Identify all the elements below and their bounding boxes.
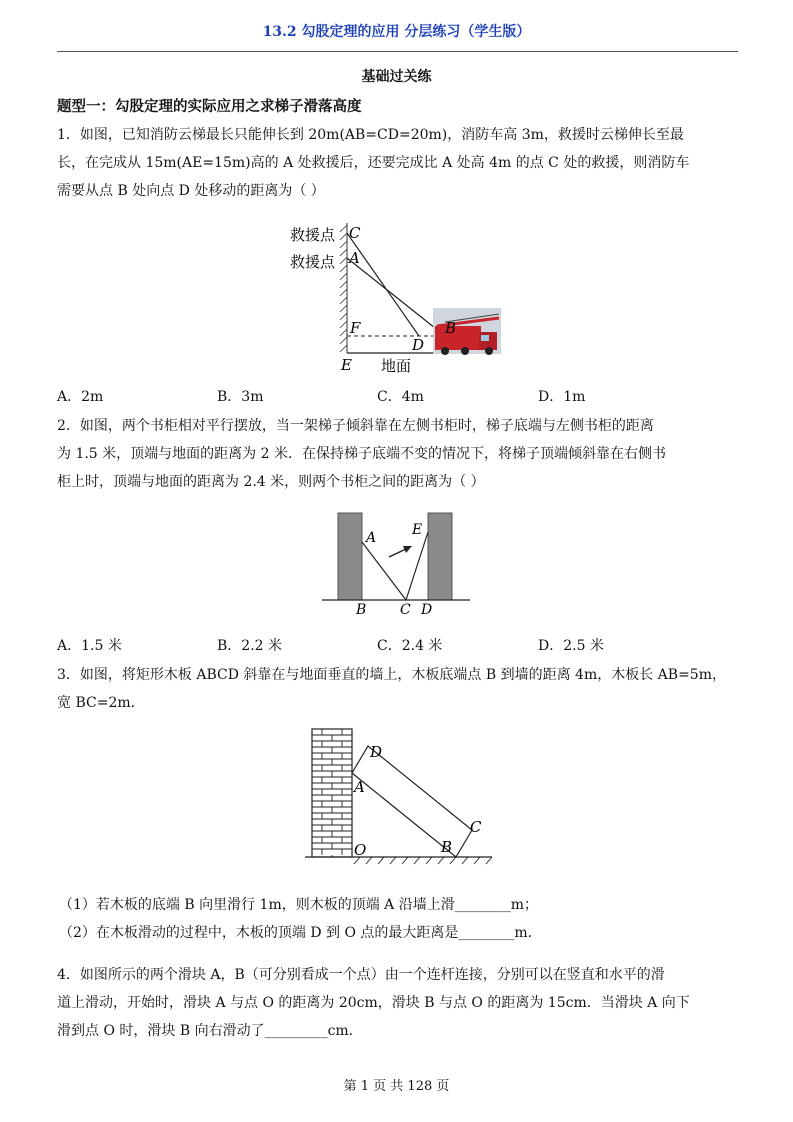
option-b: B．3m	[217, 389, 264, 405]
question-1-line: 长，在完成从 15m(AE=15m)高的 A 处救援后，还要完成比 A 处高 4m 的点 C 处的救援，则消防车	[57, 155, 690, 171]
option-d: D．2.5 米	[538, 638, 604, 654]
fire-truck-image	[433, 308, 501, 355]
page-header-title: 13.2 勾股定理的应用 分层练习（学生版）	[262, 24, 531, 40]
question-3-line: 3．如图，将矩形木板 ABCD 斜靠在与地面垂直的墙上，木板底端点 B 到墙的距离 4m，木板长 AB=5m，	[57, 667, 726, 683]
ladder-left	[362, 542, 406, 600]
point-c-label: C	[349, 224, 361, 242]
point-b-label: B	[356, 602, 367, 618]
rescue-point-a-label: 救援点	[290, 253, 336, 271]
question-1-figure	[285, 218, 510, 378]
question-3-subquestions	[57, 891, 740, 947]
question-2-text	[57, 412, 740, 496]
question-2-line: 为 1.5 米，顶端与地面的距离为 2 米．在保持梯子底端不变的情况下，将梯子顶端倾斜靠在右侧书	[57, 446, 666, 462]
question-4-text	[57, 961, 740, 1045]
question-2-line: 柜上时，顶端与地面的距离为 2.4 米，则两个书柜之间的距离为（ ）	[57, 474, 485, 490]
point-c-label: C	[470, 818, 482, 836]
point-a-label: A	[366, 530, 377, 546]
point-a-label: A	[354, 778, 365, 796]
option-a: A．2m	[57, 389, 104, 405]
ladder-right	[406, 532, 428, 600]
question-3-sub-2: （2）在木板滑动的过程中，木板的顶端 D 到 O 点的最大距离是________m．	[59, 925, 542, 941]
board-abcd	[352, 746, 472, 857]
brick-wall	[312, 729, 352, 857]
point-o-label: O	[354, 841, 367, 859]
option-b: B．2.2 米	[217, 638, 283, 654]
right-bookcase	[428, 513, 452, 600]
question-1-line: 需要从点 B 处向点 D 处移动的距离为（ ）	[57, 183, 325, 199]
point-f-label: F	[350, 319, 361, 337]
question-3-text	[57, 661, 740, 717]
question-1-line: 1．如图，已知消防云梯最长只能伸长到 20m(AB=CD=20m)，消防车高 3m，救援时云梯伸长至最	[57, 127, 684, 143]
left-bookcase	[338, 513, 362, 600]
question-type-title: 题型一：勾股定理的实际应用之求梯子滑落高度	[57, 98, 362, 115]
point-d-label: D	[421, 602, 433, 618]
point-c-label: C	[400, 602, 411, 618]
question-2-figure	[320, 510, 475, 620]
option-c: C．4m	[377, 389, 424, 405]
question-3-figure	[300, 726, 500, 866]
point-e-label: E	[412, 522, 423, 538]
point-e-label: E	[341, 356, 352, 374]
option-a: A．1.5 米	[57, 638, 122, 654]
question-3-sub-1: （1）若木板的底端 B 向里滑行 1m，则木板的顶端 A 沿墙上滑________m；	[59, 897, 539, 913]
point-d-label: D	[370, 743, 383, 761]
option-c: C．2.4 米	[377, 638, 443, 654]
question-1-text	[57, 121, 740, 205]
option-d: D．1m	[538, 389, 586, 405]
section-title: 基础过关练	[361, 69, 432, 85]
question-2-line: 2．如图，两个书柜相对平行摆放，当一架梯子倾斜靠在左侧书柜时，梯子底端与左侧书柜的距离	[57, 418, 654, 434]
question-4-line: 4．如图所示的两个滑块 A，B（可分别看成一个点）由一个连杆连接，分别可以在竖直和水平的滑	[57, 967, 665, 983]
question-4-line: 滑到点 O 时，滑块 B 向右滑动了_________cm．	[57, 1023, 363, 1039]
header-rule	[57, 51, 738, 52]
point-b-label: B	[445, 319, 457, 337]
point-a-label: A	[349, 249, 360, 267]
wall-hatching	[340, 223, 347, 353]
ground-hatching	[354, 857, 492, 864]
point-b-label: B	[441, 838, 453, 856]
rescue-point-c-label: 救援点	[290, 226, 336, 244]
question-3-line: 宽 BC=2m．	[57, 695, 145, 711]
ladder-ab	[347, 258, 445, 336]
ground-label: 地面	[381, 357, 412, 375]
point-d-label: D	[412, 336, 425, 354]
question-4-line: 道上滑动，开始时，滑块 A 与点 O 的距离为 20cm，滑块 B 与点 O 的距离为 15cm．当滑块 A 向下	[57, 995, 690, 1011]
page-footer: 第 1 页 共 128 页	[343, 1079, 450, 1094]
